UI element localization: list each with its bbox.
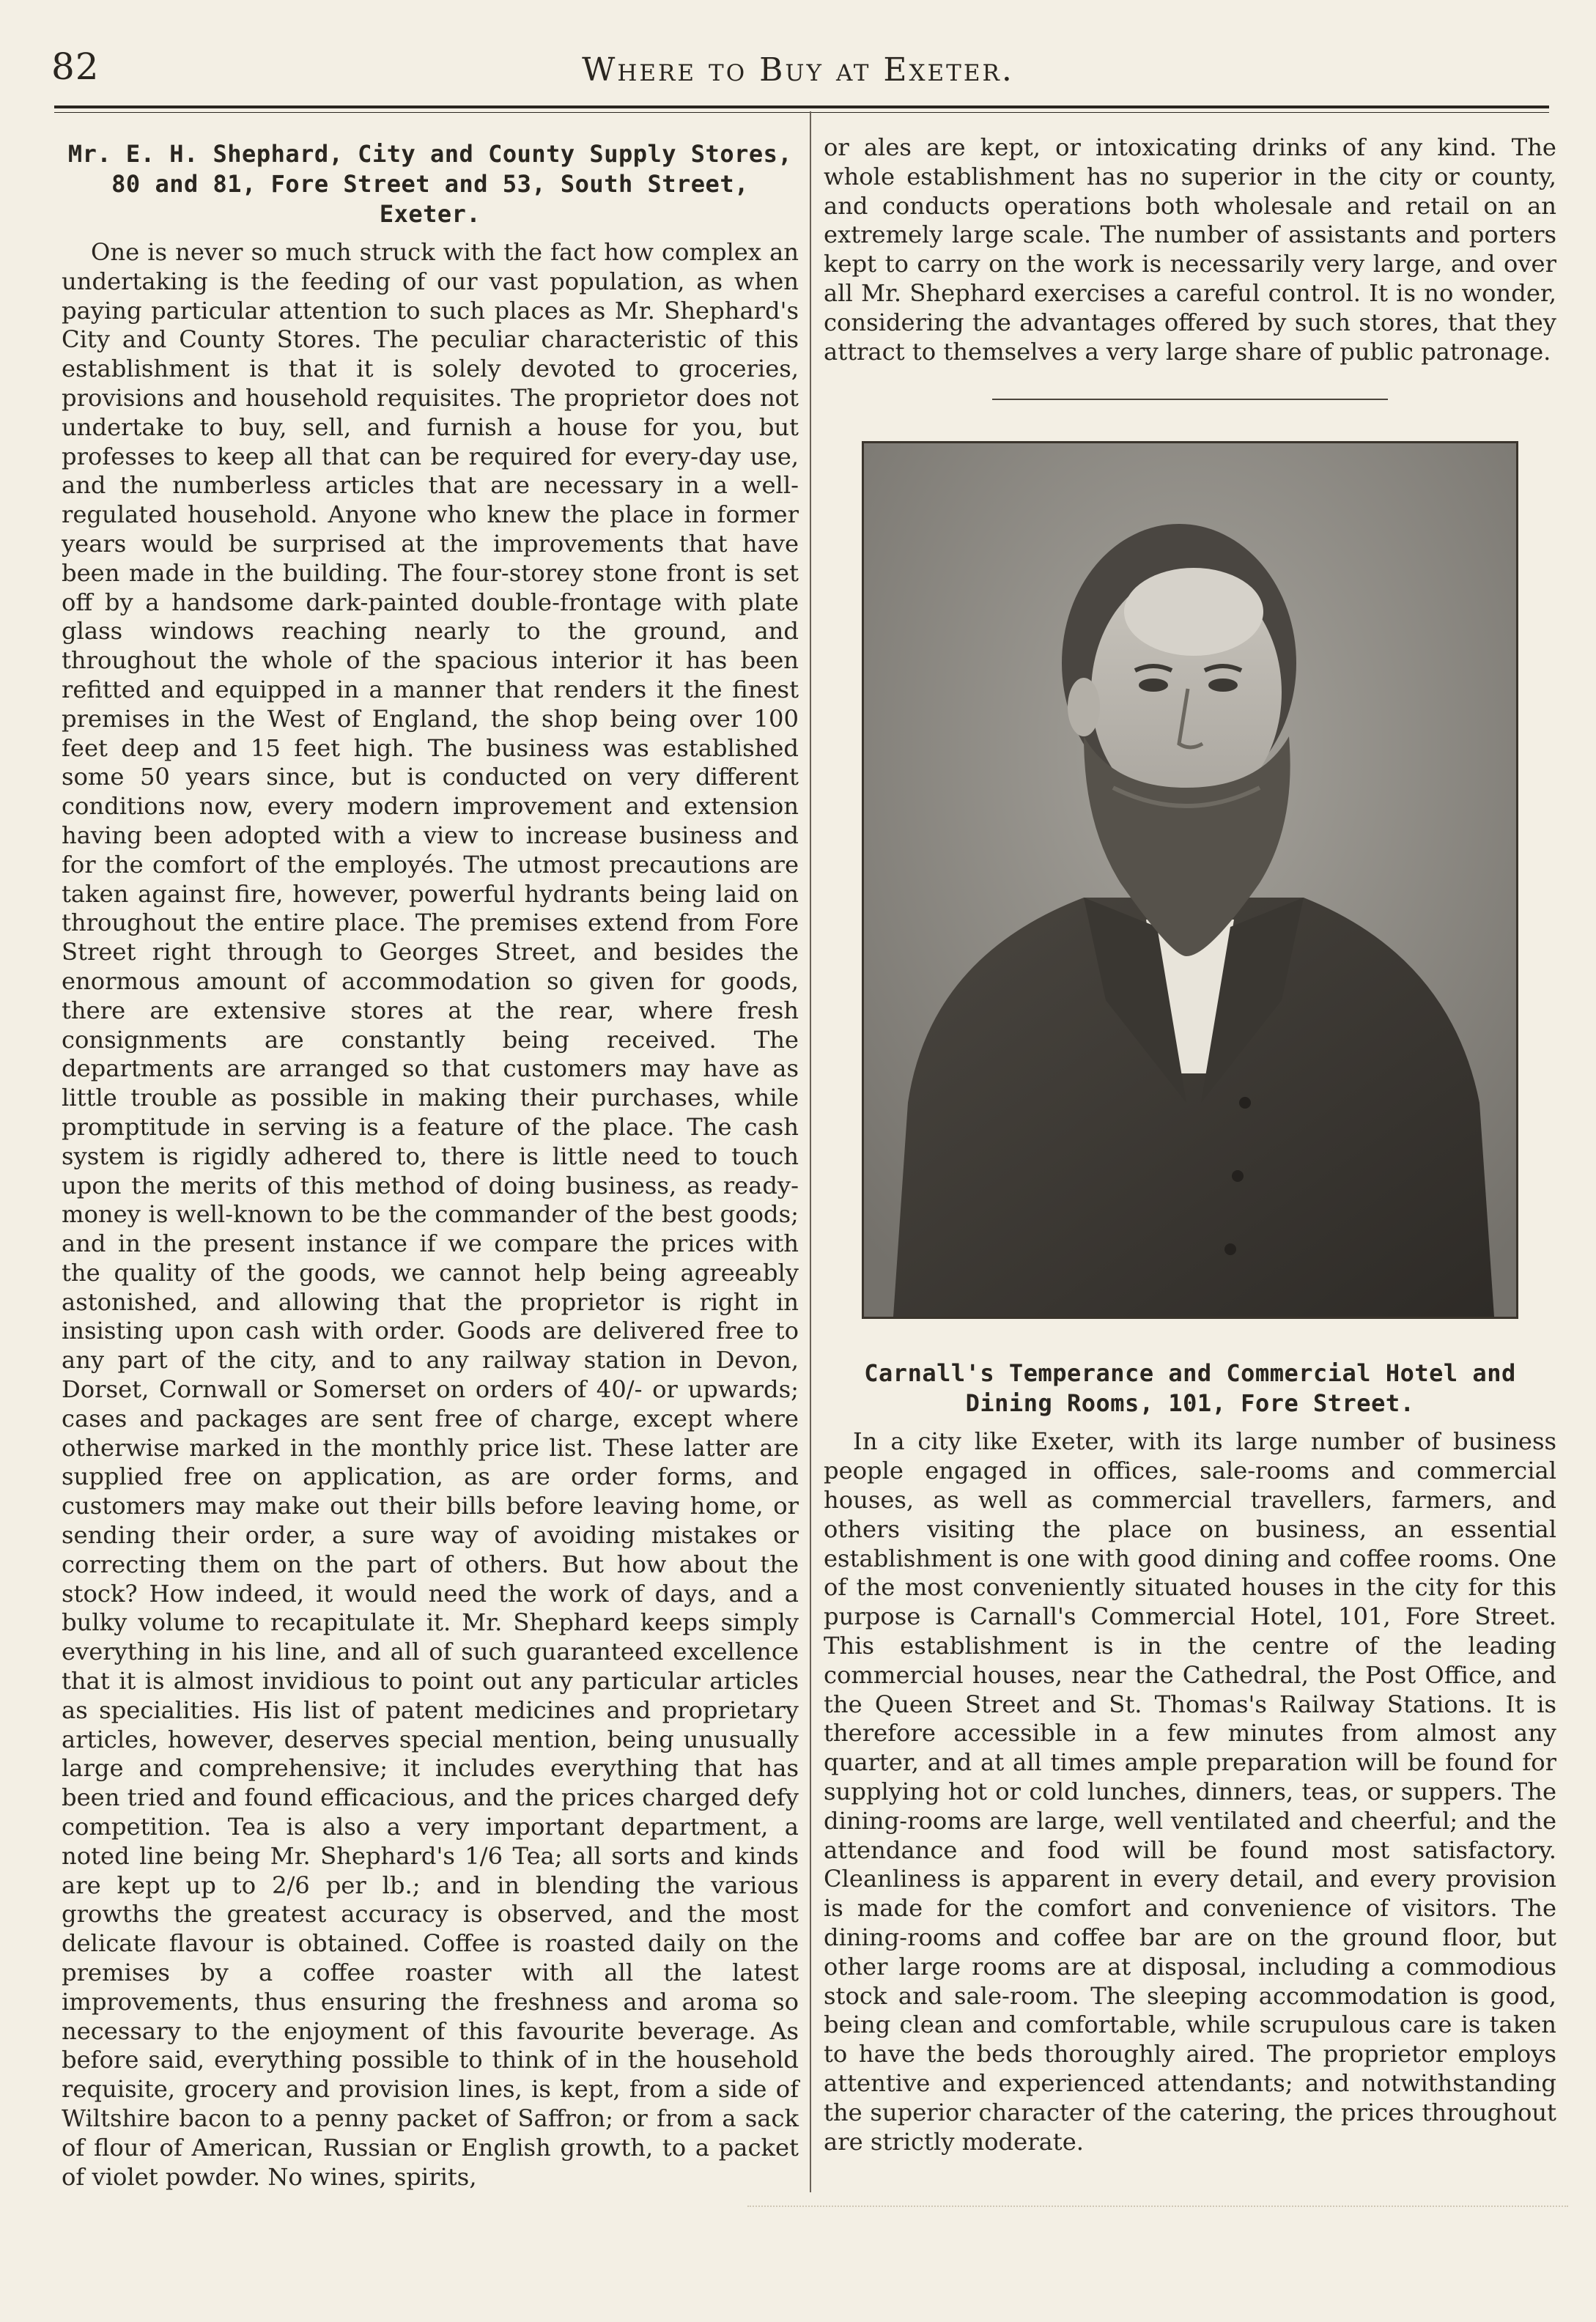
column-divider bbox=[810, 111, 811, 2192]
left-column bbox=[62, 139, 799, 2192]
header-rule bbox=[54, 106, 1549, 113]
page-number: 82 bbox=[51, 45, 100, 88]
article-heading-carnall: Carnall's Temperance and Commercial Hotel and Dining Rooms, 101, Fore Street. bbox=[864, 1359, 1516, 1418]
running-title: Where to Buy at Exeter. bbox=[582, 51, 1014, 89]
article-body-carnall: In a city like Exeter, with its large number of business people engaged in offices, sale-rooms and commercial houses, as well as commercial travellers, farmers, and others visiting the place on business, an essential establishment is one with good dining and coffee rooms. One of the most conveniently situated houses in the city for this purpose is Carnall's Commercial Hotel, 101, Fore Street. This establishment is in the centre of the leading commercial houses, near the Cathedral, the Post Office, and the Queen Street and St. Thomas's Railway Stations. It is therefore accessible in a few minutes from almost any quarter, and at all times ample preparation will be found for supplying hot or cold lunches, dinners, teas, or suppers. The dining-rooms are large, well ventilated and cheerful; and the attendance and food will be found most satisfactory. Cleanliness is apparent in every detail, and every provision is made for the comfort and convenience of visitors. The dining-rooms and coffee bar are on the ground floor, but other large rooms are at disposal, including a commodious stock and sale-room. The sleeping accommodation is good, being clean and comfortable, while scrupulous care is taken to have the beds thoroughly aired. The proprietor employs attentive and experienced attendants; and notwithstanding the superior character of the catering, the prices throughout are strictly moderate. bbox=[824, 1427, 1556, 2156]
section-divider bbox=[992, 399, 1388, 400]
portrait-photo bbox=[862, 441, 1518, 1319]
article-continuation-shephard: or ales are kept, or intoxicating drinks of any kind. The whole establishment has no superior in the city or county, and conducts operations both wholesale and retail on an extremely large scale. The number of assistants and porters kept to carry on the work is necessarily very large, and over all Mr. Shephard exercises a careful control. It is no wonder, considering the advantages offered by such stores, that they attract to themselves a very large share of public patronage. bbox=[824, 133, 1556, 366]
page-edge-noise bbox=[747, 2205, 1568, 2214]
right-column bbox=[824, 133, 1556, 2156]
article-heading-shephard: Mr. E. H. Shephard, City and County Supply Stores, 80 and 81, Fore Street and 53, South Street, Exeter. bbox=[67, 140, 793, 228]
bearded-man-portrait-icon bbox=[864, 443, 1516, 1317]
article-body-shephard: One is never so much struck with the fact how complex an undertaking is the feeding of our vast population, as when paying particular attention to such places as Mr. Shephard's City and County Stores. The peculiar characteristic of this establishment is that it is solely devoted to groceries, provisions and household requisites. The proprietor does not undertake to buy, sell, and furnish a house for you, but professes to keep all that can be required for every-day use, and the numberless articles that are necessary in a well-regulated household. Anyone who knew the place in former years would be surprised at the improvements that have been made in the building. The four-storey stone front is set off by a handsome dark-painted double-frontage with plate glass windows reaching nearly to the ground, and throughout the whole of the spacious interior it has been refitted and equipped in a manner that renders it the finest premises in the West of England, the shop being over 100 feet deep and 15 feet high. The business was established some 50 years since, but is conducted on very different conditions now, every modern improvement and extension having been adopted with a view to increase business and for the comfort of the employés. The utmost precautions are taken against fire, however, powerful hydrants being laid on throughout the entire place. The premises extend from Fore Street right through to Georges Street, and besides the enormous amount of accommodation so given for goods, there are extensive stores at the rear, where fresh consignments are constantly being received. The departments are arranged so that customers may have as little trouble as possible in making their purchases, while promptitude in serving is a feature of the place. The cash system is rigidly adhered to, there is little need to touch upon the merits of this method of doing business, as ready-money is well-known to be the commander of the best goods; and in the present instance if we compare the prices with the quality of the goods, we cannot help being agreeably astonished, and allowing that the proprietor is right in insisting upon cash with order. Goods are delivered free to any part of the city, and to any railway station in Devon, Dorset, Cornwall or Somerset on orders of 40/- or upwards; cases and packages are sent free of charge, except where otherwise marked in the monthly price list. These latter are supplied free on application, as are order forms, and customers may make out their bills before leaving home, or sending their order, a sure way of avoiding mistakes or correcting them on the part of others. But how about the stock? How indeed, it would need the work of days, and a bulky volume to recapitulate it. Mr. Shephard keeps simply everything in his line, and all of such guaranteed excellence that it is almost invidious to point out any particular articles as specialities. His list of patent medicines and proprietary articles, however, deserves special mention, being unusually large and comprehensive; it includes everything that has been tried and found efficacious, and the prices charged defy competition. Tea is also a very important department, a noted line being Mr. Shephard's 1/6 Tea; all sorts and kinds are kept up to 2/6 per lb.; and in blending the various growths the greatest accuracy is observed, and the most delicate flavour is obtained. Coffee is roasted daily on the premises by a coffee roaster with all the latest improvements, thus ensuring the freshness and aroma so necessary to the enjoyment of this favourite beverage. As before said, everything possible to think of in the household requisite, grocery and provision lines, is kept, from a side of Wiltshire bacon to a penny packet of Saffron; or from a sack of flour of American, Russian or English growth, to a packet of violet powder. No wines, spirits, bbox=[62, 238, 799, 2191]
